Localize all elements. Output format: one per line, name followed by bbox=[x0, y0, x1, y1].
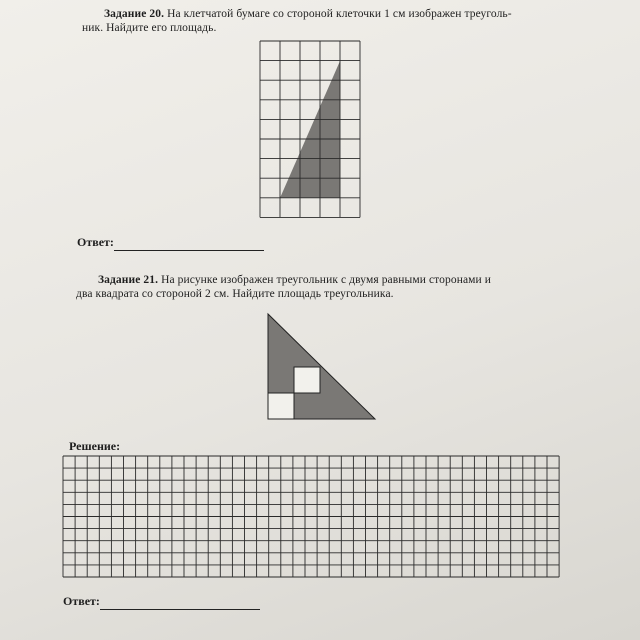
task20-text-line2: ник. Найдите его площадь. bbox=[82, 22, 217, 34]
solution-grid-lines bbox=[63, 456, 559, 577]
task20-answer bbox=[77, 235, 264, 251]
task21-solution-label: Решение: bbox=[69, 439, 121, 453]
task20-text: На клетчатой бумаге со стороной клеточки 1 см изображен треуголь- bbox=[167, 8, 512, 20]
task21-figure bbox=[265, 312, 380, 422]
solution-grid[interactable] bbox=[63, 456, 563, 578]
task21-answer-label: Ответ: bbox=[63, 594, 100, 608]
task21-square-top bbox=[294, 367, 320, 393]
task20-title: Задание 20. bbox=[104, 8, 165, 20]
task20-grid-figure bbox=[260, 41, 364, 221]
task21-answer-blank[interactable] bbox=[100, 594, 260, 610]
task21-square-bottom bbox=[268, 393, 294, 419]
task20-text-line1 bbox=[104, 8, 512, 20]
task21-title: Задание 21. bbox=[98, 274, 159, 286]
task21-text-line2: два квадрата со стороной 2 см. Найдите площадь треугольника. bbox=[76, 288, 394, 300]
task20-answer-label: Ответ: bbox=[77, 235, 114, 249]
task20-answer-blank[interactable] bbox=[114, 235, 264, 251]
task21-text-line1 bbox=[98, 274, 491, 286]
task21-answer bbox=[63, 594, 260, 610]
task21-text: На рисунке изображен треугольник с двумя равными сторонами и bbox=[161, 274, 492, 286]
task20-triangle bbox=[280, 61, 340, 198]
